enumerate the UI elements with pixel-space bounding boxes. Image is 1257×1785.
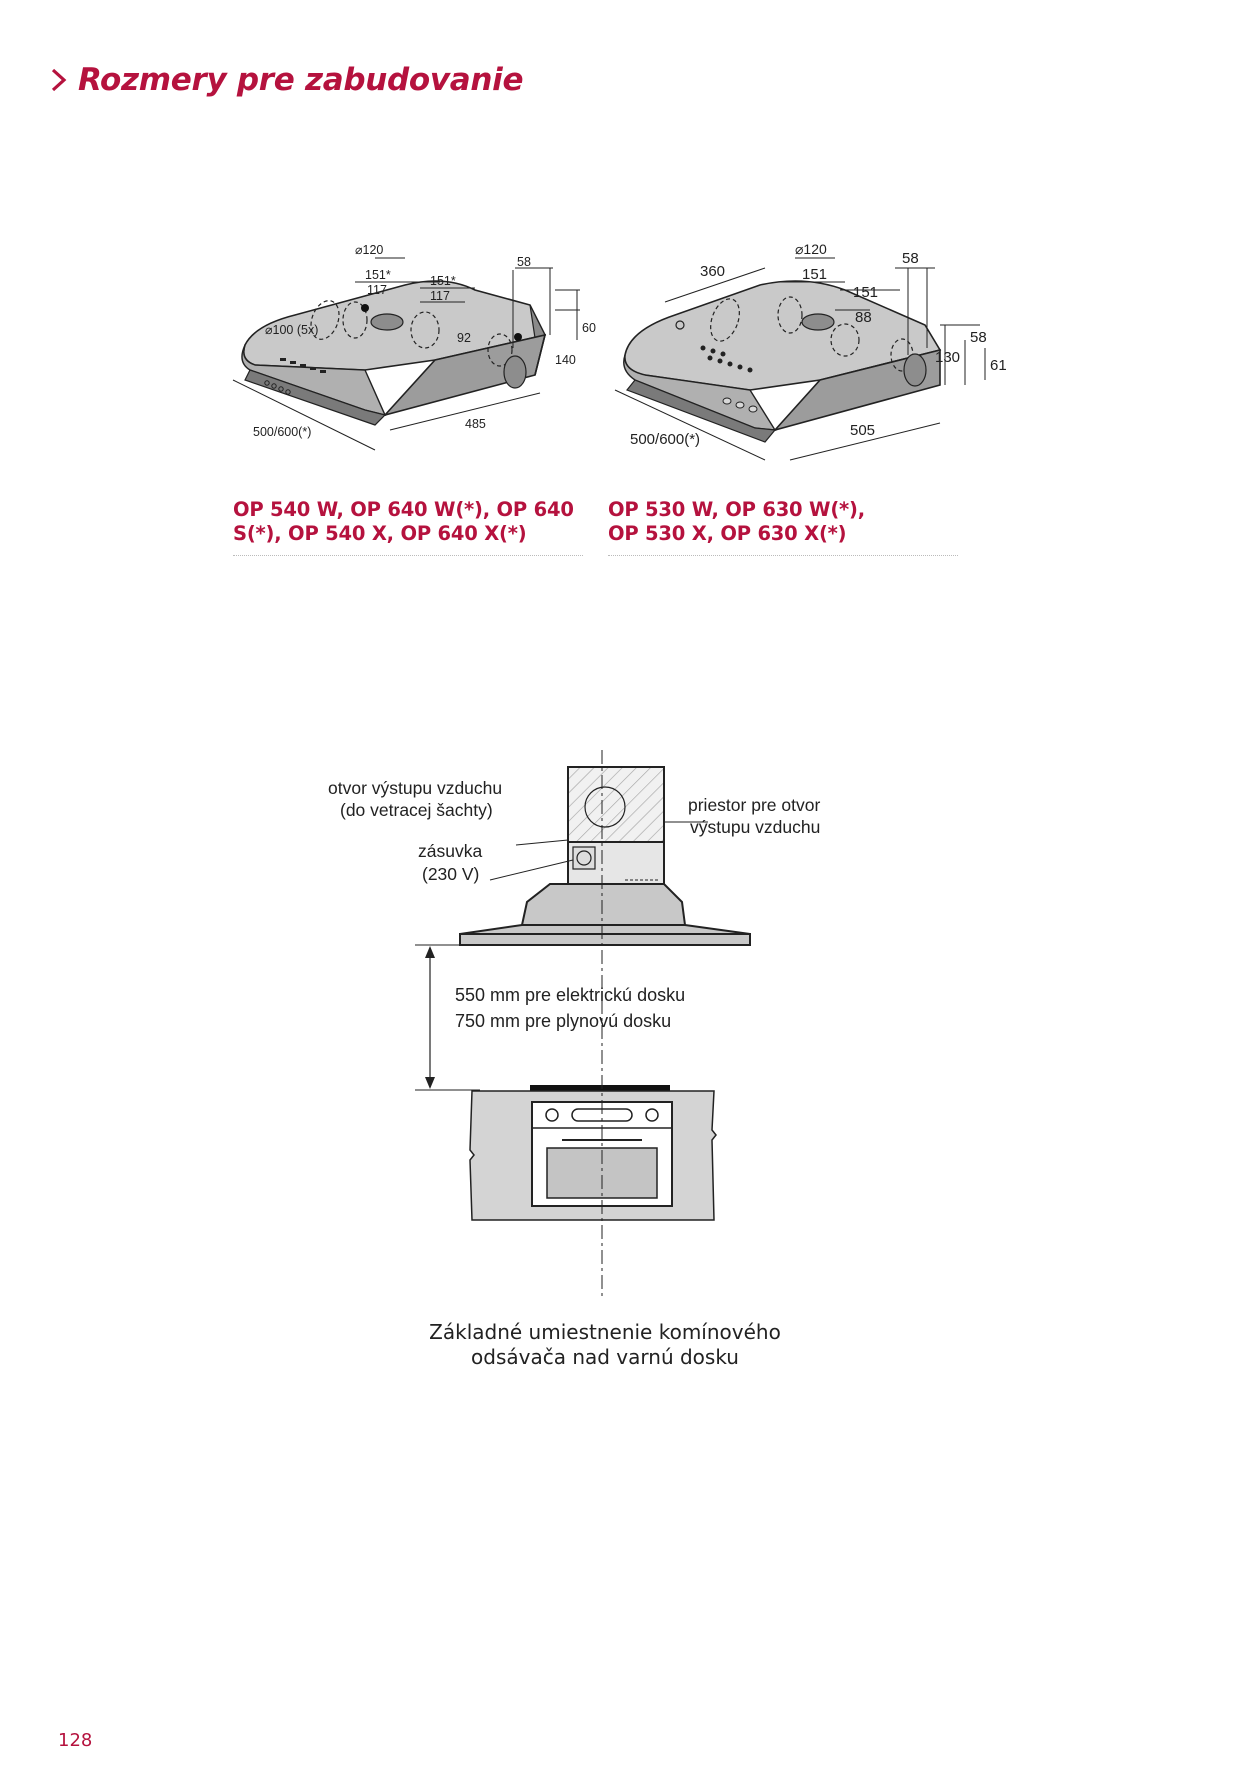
page-number: 128 — [58, 1730, 93, 1751]
chevron-right-icon — [50, 67, 68, 93]
dim-dia-small: ⌀100 (5x) — [265, 323, 319, 337]
dim-dia-top: ⌀120 — [355, 243, 384, 257]
dim-depth: 505 — [850, 422, 876, 439]
dim-width: 500/600(*) — [630, 431, 701, 448]
dim-151a: 151* — [365, 268, 391, 282]
hood-diagram-op530 — [605, 230, 1025, 470]
socket-label-line1: zásuvka — [418, 841, 483, 861]
divider — [608, 555, 958, 556]
model-caption-b-line2: OP 530 X, OP 630 X(*) — [608, 522, 847, 545]
dim-140: 140 — [555, 353, 576, 367]
dim-151b: 151 — [853, 284, 879, 301]
distance-gas: 750 mm pre plynovú dosku — [455, 1011, 672, 1031]
page-title: Rozmery pre zabudovanie — [78, 62, 524, 98]
dim-151a: 151 — [802, 266, 828, 283]
dim-117a: 117 — [367, 283, 387, 297]
divider — [233, 555, 583, 556]
dim-130: 130 — [935, 349, 961, 366]
socket-label-line2: (230 V) — [422, 864, 480, 884]
dim-117b: 117 — [430, 289, 450, 303]
space-label-line1: priestor pre otvor — [688, 795, 821, 815]
dim-88: 88 — [855, 309, 872, 326]
outlet-label-line2: (do vetracej šachty) — [340, 800, 493, 820]
outlet-label-line1: otvor výstupu vzduchu — [328, 778, 503, 798]
dim-60: 60 — [582, 321, 596, 335]
distance-electric: 550 mm pre elektrickú dosku — [455, 985, 686, 1005]
page-heading — [50, 60, 523, 100]
model-caption-a-line2: S(*), OP 540 X, OP 640 X(*) — [233, 522, 527, 545]
installation-caption — [380, 1320, 830, 1370]
dim-151b: 151* — [430, 274, 456, 288]
dim-58a: 58 — [902, 250, 919, 267]
space-label-line2: výstupu vzduchu — [690, 817, 821, 837]
model-caption-b-line1: OP 530 W, OP 630 W(*), — [608, 498, 865, 521]
model-caption-a-line1: OP 540 W, OP 640 W(*), OP 640 — [233, 498, 574, 521]
dim-58b: 58 — [970, 329, 987, 346]
hood-diagram-op540 — [225, 230, 605, 470]
dim-dia-top: ⌀120 — [795, 241, 827, 257]
dim-61: 61 — [990, 357, 1007, 374]
dim-width: 500/600(*) — [253, 425, 312, 439]
installation-diagram — [300, 750, 1000, 1310]
dim-depth: 485 — [465, 417, 486, 431]
installation-caption-line1: Základné umiestnenie komínového — [429, 1320, 781, 1344]
model-caption-a — [233, 498, 593, 546]
model-caption-b — [608, 498, 968, 546]
dim-58: 58 — [517, 255, 531, 269]
installation-caption-line2: odsávača nad varnú dosku — [471, 1345, 739, 1369]
dim-92: 92 — [457, 331, 471, 345]
dim-360: 360 — [700, 263, 726, 280]
